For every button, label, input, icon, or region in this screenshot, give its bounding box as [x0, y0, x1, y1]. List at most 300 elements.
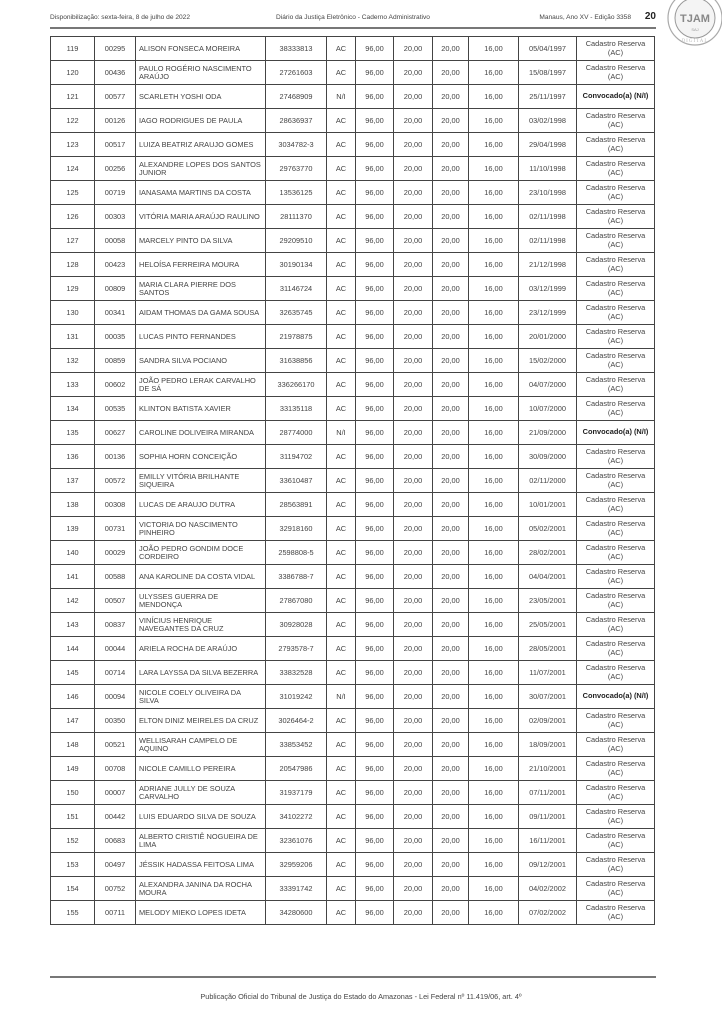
- table-row: [51, 637, 655, 661]
- status-cell: Cadastro Reserva (AC): [577, 517, 655, 541]
- registration-cell: 00521: [95, 733, 136, 757]
- table-row: [51, 709, 655, 733]
- score-1-cell: 20,00: [394, 709, 433, 733]
- total-score-cell: 96,00: [356, 661, 394, 685]
- table-row: [51, 469, 655, 493]
- score-2-cell: 20,00: [433, 61, 469, 85]
- score-2-cell: 20,00: [433, 181, 469, 205]
- position-cell: 145: [51, 661, 95, 685]
- total-score-cell: 96,00: [356, 517, 394, 541]
- name-cell: LARA LAYSSA DA SILVA BEZERRA: [136, 661, 266, 685]
- score-3-cell: 16,00: [469, 589, 519, 613]
- score-3-cell: 16,00: [469, 541, 519, 565]
- score-3-cell: 16,00: [469, 277, 519, 301]
- quota-cell: AC: [327, 37, 356, 61]
- position-cell: 128: [51, 253, 95, 277]
- position-cell: 137: [51, 469, 95, 493]
- status-cell: Cadastro Reserva (AC): [577, 541, 655, 565]
- status-cell: Cadastro Reserva (AC): [577, 229, 655, 253]
- score-3-cell: 16,00: [469, 733, 519, 757]
- score-3-cell: 16,00: [469, 709, 519, 733]
- birth-date-cell: 02/11/2000: [519, 469, 577, 493]
- id-number-cell: 28636937: [266, 109, 327, 133]
- score-3-cell: 16,00: [469, 181, 519, 205]
- position-cell: 136: [51, 445, 95, 469]
- status-cell: Cadastro Reserva (AC): [577, 877, 655, 901]
- score-3-cell: 16,00: [469, 301, 519, 325]
- score-2-cell: 20,00: [433, 901, 469, 925]
- table-row: [51, 517, 655, 541]
- total-score-cell: 96,00: [356, 493, 394, 517]
- svg-text:DIGITAL: DIGITAL: [681, 39, 709, 44]
- name-cell: JÉSSIK HADASSA FEITOSA LIMA: [136, 853, 266, 877]
- score-1-cell: 20,00: [394, 325, 433, 349]
- registration-cell: 00859: [95, 349, 136, 373]
- id-number-cell: 27867080: [266, 589, 327, 613]
- registration-cell: 00136: [95, 445, 136, 469]
- registration-cell: 00577: [95, 85, 136, 109]
- birth-date-cell: 23/10/1998: [519, 181, 577, 205]
- registration-cell: 00044: [95, 637, 136, 661]
- total-score-cell: 96,00: [356, 685, 394, 709]
- score-2-cell: 20,00: [433, 445, 469, 469]
- registration-cell: 00303: [95, 205, 136, 229]
- score-2-cell: 20,00: [433, 277, 469, 301]
- table-row: [51, 613, 655, 637]
- score-2-cell: 20,00: [433, 205, 469, 229]
- score-3-cell: 16,00: [469, 205, 519, 229]
- id-number-cell: 33853452: [266, 733, 327, 757]
- score-2-cell: 20,00: [433, 133, 469, 157]
- total-score-cell: 96,00: [356, 613, 394, 637]
- birth-date-cell: 23/05/2001: [519, 589, 577, 613]
- name-cell: NICOLE CAMILLO PEREIRA: [136, 757, 266, 781]
- score-2-cell: 20,00: [433, 373, 469, 397]
- score-1-cell: 20,00: [394, 805, 433, 829]
- position-cell: 125: [51, 181, 95, 205]
- position-cell: 143: [51, 613, 95, 637]
- status-cell: Cadastro Reserva (AC): [577, 397, 655, 421]
- score-1-cell: 20,00: [394, 829, 433, 853]
- position-cell: 141: [51, 565, 95, 589]
- position-cell: 149: [51, 757, 95, 781]
- quota-cell: AC: [327, 61, 356, 85]
- birth-date-cell: 25/11/1997: [519, 85, 577, 109]
- birth-date-cell: 04/04/2001: [519, 565, 577, 589]
- registration-cell: 00423: [95, 253, 136, 277]
- page-header: [50, 11, 656, 25]
- position-cell: 132: [51, 349, 95, 373]
- status-cell: Cadastro Reserva (AC): [577, 901, 655, 925]
- position-cell: 144: [51, 637, 95, 661]
- score-3-cell: 16,00: [469, 901, 519, 925]
- quota-cell: AC: [327, 757, 356, 781]
- quota-cell: AC: [327, 781, 356, 805]
- quota-cell: AC: [327, 493, 356, 517]
- score-3-cell: 16,00: [469, 829, 519, 853]
- id-number-cell: 33135118: [266, 397, 327, 421]
- score-2-cell: 20,00: [433, 781, 469, 805]
- status-cell: Cadastro Reserva (AC): [577, 565, 655, 589]
- score-2-cell: 20,00: [433, 661, 469, 685]
- status-cell: Convocado(a) (N/I): [577, 421, 655, 445]
- quota-cell: AC: [327, 181, 356, 205]
- score-3-cell: 16,00: [469, 661, 519, 685]
- name-cell: JOÃO PEDRO GONDIM DOCE CORDEIRO: [136, 541, 266, 565]
- name-cell: HELOÍSA FERREIRA MOURA: [136, 253, 266, 277]
- name-cell: LUCAS DE ARAUJO DUTRA: [136, 493, 266, 517]
- name-cell: AIDAM THOMAS DA GAMA SOUSA: [136, 301, 266, 325]
- registration-cell: 00497: [95, 853, 136, 877]
- name-cell: WELLISARAH CAMPELO DE AQUINO: [136, 733, 266, 757]
- total-score-cell: 96,00: [356, 901, 394, 925]
- total-score-cell: 96,00: [356, 397, 394, 421]
- status-cell: Cadastro Reserva (AC): [577, 637, 655, 661]
- name-cell: ALEXANDRE LOPES DOS SANTOS JUNIOR: [136, 157, 266, 181]
- status-cell: Cadastro Reserva (AC): [577, 277, 655, 301]
- score-2-cell: 20,00: [433, 685, 469, 709]
- total-score-cell: 96,00: [356, 37, 394, 61]
- id-number-cell: 28563891: [266, 493, 327, 517]
- status-cell: Cadastro Reserva (AC): [577, 181, 655, 205]
- score-1-cell: 20,00: [394, 301, 433, 325]
- table-row: [51, 877, 655, 901]
- id-number-cell: 32959206: [266, 853, 327, 877]
- registration-cell: 00719: [95, 181, 136, 205]
- score-3-cell: 16,00: [469, 613, 519, 637]
- birth-date-cell: 03/02/1998: [519, 109, 577, 133]
- status-cell: Cadastro Reserva (AC): [577, 157, 655, 181]
- total-score-cell: 96,00: [356, 229, 394, 253]
- name-cell: IAGO RODRIGUES DE PAULA: [136, 109, 266, 133]
- quota-cell: AC: [327, 109, 356, 133]
- score-2-cell: 20,00: [433, 709, 469, 733]
- name-cell: ELTON DINIZ MEIRELES DA CRUZ: [136, 709, 266, 733]
- total-score-cell: 96,00: [356, 421, 394, 445]
- tjam-seal-logo: [665, 0, 722, 46]
- name-cell: MELODY MIEKO LOPES IDETA: [136, 901, 266, 925]
- status-cell: Convocado(a) (N/I): [577, 685, 655, 709]
- birth-date-cell: 05/02/2001: [519, 517, 577, 541]
- name-cell: VICTORIA DO NASCIMENTO PINHEIRO: [136, 517, 266, 541]
- page-number: 20: [644, 11, 656, 22]
- id-number-cell: 2598808-5: [266, 541, 327, 565]
- total-score-cell: 96,00: [356, 853, 394, 877]
- registration-cell: 00535: [95, 397, 136, 421]
- name-cell: SCARLETH YOSHI ODA: [136, 85, 266, 109]
- table-row: [51, 205, 655, 229]
- score-2-cell: 20,00: [433, 469, 469, 493]
- score-3-cell: 16,00: [469, 493, 519, 517]
- table-row: [51, 781, 655, 805]
- position-cell: 142: [51, 589, 95, 613]
- svg-text:TJAM: TJAM: [680, 13, 710, 25]
- table-row: [51, 445, 655, 469]
- score-2-cell: 20,00: [433, 493, 469, 517]
- birth-date-cell: 04/07/2000: [519, 373, 577, 397]
- status-cell: Cadastro Reserva (AC): [577, 733, 655, 757]
- registration-cell: 00627: [95, 421, 136, 445]
- name-cell: ARIELA ROCHA DE ARAÚJO: [136, 637, 266, 661]
- score-2-cell: 20,00: [433, 589, 469, 613]
- position-cell: 127: [51, 229, 95, 253]
- id-number-cell: 34280600: [266, 901, 327, 925]
- birth-date-cell: 11/07/2001: [519, 661, 577, 685]
- table-row: [51, 85, 655, 109]
- quota-cell: AC: [327, 613, 356, 637]
- score-3-cell: 16,00: [469, 781, 519, 805]
- registration-cell: 00308: [95, 493, 136, 517]
- position-cell: 154: [51, 877, 95, 901]
- registration-cell: 00517: [95, 133, 136, 157]
- registration-cell: 00126: [95, 109, 136, 133]
- score-1-cell: 20,00: [394, 877, 433, 901]
- score-1-cell: 20,00: [394, 61, 433, 85]
- score-1-cell: 20,00: [394, 637, 433, 661]
- birth-date-cell: 07/02/2002: [519, 901, 577, 925]
- registration-cell: 00588: [95, 565, 136, 589]
- score-1-cell: 20,00: [394, 541, 433, 565]
- status-cell: Cadastro Reserva (AC): [577, 661, 655, 685]
- quota-cell: AC: [327, 517, 356, 541]
- score-3-cell: 16,00: [469, 877, 519, 901]
- table-row: [51, 37, 655, 61]
- registration-cell: 00809: [95, 277, 136, 301]
- score-2-cell: 20,00: [433, 829, 469, 853]
- table-row: [51, 61, 655, 85]
- position-cell: 148: [51, 733, 95, 757]
- score-2-cell: 20,00: [433, 157, 469, 181]
- score-2-cell: 20,00: [433, 877, 469, 901]
- total-score-cell: 96,00: [356, 349, 394, 373]
- quota-cell: AC: [327, 709, 356, 733]
- score-3-cell: 16,00: [469, 229, 519, 253]
- total-score-cell: 96,00: [356, 325, 394, 349]
- name-cell: PAULO ROGÉRIO NASCIMENTO ARAÚJO: [136, 61, 266, 85]
- score-2-cell: 20,00: [433, 853, 469, 877]
- id-number-cell: 30928028: [266, 613, 327, 637]
- score-1-cell: 20,00: [394, 109, 433, 133]
- quota-cell: AC: [327, 829, 356, 853]
- registration-cell: 00007: [95, 781, 136, 805]
- id-number-cell: 33391742: [266, 877, 327, 901]
- quota-cell: AC: [327, 733, 356, 757]
- total-score-cell: 96,00: [356, 469, 394, 493]
- table-row: [51, 589, 655, 613]
- registration-cell: 00029: [95, 541, 136, 565]
- quota-cell: AC: [327, 229, 356, 253]
- position-cell: 155: [51, 901, 95, 925]
- header-divider: [50, 27, 656, 29]
- quota-cell: AC: [327, 637, 356, 661]
- position-cell: 147: [51, 709, 95, 733]
- registration-cell: 00752: [95, 877, 136, 901]
- status-cell: Cadastro Reserva (AC): [577, 61, 655, 85]
- score-3-cell: 16,00: [469, 85, 519, 109]
- total-score-cell: 96,00: [356, 301, 394, 325]
- id-number-cell: 31937179: [266, 781, 327, 805]
- birth-date-cell: 07/11/2001: [519, 781, 577, 805]
- birth-date-cell: 15/08/1997: [519, 61, 577, 85]
- score-1-cell: 20,00: [394, 493, 433, 517]
- table-row: [51, 277, 655, 301]
- total-score-cell: 96,00: [356, 637, 394, 661]
- score-3-cell: 16,00: [469, 757, 519, 781]
- quota-cell: AC: [327, 397, 356, 421]
- score-2-cell: 20,00: [433, 85, 469, 109]
- score-1-cell: 20,00: [394, 661, 433, 685]
- id-number-cell: 29763770: [266, 157, 327, 181]
- status-cell: Cadastro Reserva (AC): [577, 37, 655, 61]
- score-3-cell: 16,00: [469, 805, 519, 829]
- name-cell: MARCELY PINTO DA SILVA: [136, 229, 266, 253]
- score-1-cell: 20,00: [394, 133, 433, 157]
- birth-date-cell: 21/12/1998: [519, 253, 577, 277]
- quota-cell: AC: [327, 445, 356, 469]
- score-1-cell: 20,00: [394, 85, 433, 109]
- total-score-cell: 96,00: [356, 757, 394, 781]
- position-cell: 119: [51, 37, 95, 61]
- score-1-cell: 20,00: [394, 277, 433, 301]
- availability-date: Disponibilização: sexta-feira, 8 de julho de 2022: [50, 14, 191, 21]
- status-cell: Cadastro Reserva (AC): [577, 589, 655, 613]
- position-cell: 153: [51, 853, 95, 877]
- table-row: [51, 661, 655, 685]
- birth-date-cell: 30/09/2000: [519, 445, 577, 469]
- id-number-cell: 3034782-3: [266, 133, 327, 157]
- score-2-cell: 20,00: [433, 349, 469, 373]
- status-cell: Cadastro Reserva (AC): [577, 205, 655, 229]
- score-2-cell: 20,00: [433, 613, 469, 637]
- score-1-cell: 20,00: [394, 589, 433, 613]
- name-cell: LUIZA BEATRIZ ARAUJO GOMES: [136, 133, 266, 157]
- id-number-cell: 2793578-7: [266, 637, 327, 661]
- birth-date-cell: 28/05/2001: [519, 637, 577, 661]
- id-number-cell: 27261603: [266, 61, 327, 85]
- position-cell: 152: [51, 829, 95, 853]
- score-3-cell: 16,00: [469, 109, 519, 133]
- name-cell: JOÃO PEDRO LERAK CARVALHO DE SÁ: [136, 373, 266, 397]
- position-cell: 121: [51, 85, 95, 109]
- quota-cell: AC: [327, 901, 356, 925]
- id-number-cell: 27468909: [266, 85, 327, 109]
- journal-title: Diário da Justiça Eletrônico - Caderno Administrativo: [276, 14, 430, 21]
- id-number-cell: 13536125: [266, 181, 327, 205]
- status-cell: Cadastro Reserva (AC): [577, 493, 655, 517]
- table-row: [51, 421, 655, 445]
- score-1-cell: 20,00: [394, 781, 433, 805]
- birth-date-cell: 28/02/2001: [519, 541, 577, 565]
- total-score-cell: 96,00: [356, 205, 394, 229]
- id-number-cell: 38333813: [266, 37, 327, 61]
- score-1-cell: 20,00: [394, 229, 433, 253]
- position-cell: 133: [51, 373, 95, 397]
- id-number-cell: 29209510: [266, 229, 327, 253]
- score-2-cell: 20,00: [433, 325, 469, 349]
- quota-cell: AC: [327, 205, 356, 229]
- table-row: [51, 133, 655, 157]
- registration-cell: 00295: [95, 37, 136, 61]
- position-cell: 134: [51, 397, 95, 421]
- score-2-cell: 20,00: [433, 637, 469, 661]
- position-cell: 150: [51, 781, 95, 805]
- total-score-cell: 96,00: [356, 781, 394, 805]
- total-score-cell: 96,00: [356, 445, 394, 469]
- total-score-cell: 96,00: [356, 877, 394, 901]
- status-cell: Cadastro Reserva (AC): [577, 709, 655, 733]
- score-2-cell: 20,00: [433, 517, 469, 541]
- total-score-cell: 96,00: [356, 589, 394, 613]
- position-cell: 146: [51, 685, 95, 709]
- score-1-cell: 20,00: [394, 421, 433, 445]
- score-3-cell: 16,00: [469, 349, 519, 373]
- quota-cell: AC: [327, 253, 356, 277]
- score-2-cell: 20,00: [433, 733, 469, 757]
- id-number-cell: 31146724: [266, 277, 327, 301]
- table-row: [51, 301, 655, 325]
- registration-cell: 00035: [95, 325, 136, 349]
- birth-date-cell: 23/12/1999: [519, 301, 577, 325]
- id-number-cell: 28774000: [266, 421, 327, 445]
- name-cell: LUCAS PINTO FERNANDES: [136, 325, 266, 349]
- position-cell: 139: [51, 517, 95, 541]
- registration-cell: 00442: [95, 805, 136, 829]
- registration-cell: 00837: [95, 613, 136, 637]
- score-2-cell: 20,00: [433, 541, 469, 565]
- total-score-cell: 96,00: [356, 709, 394, 733]
- score-3-cell: 16,00: [469, 133, 519, 157]
- registration-cell: 00572: [95, 469, 136, 493]
- score-3-cell: 16,00: [469, 37, 519, 61]
- score-1-cell: 20,00: [394, 469, 433, 493]
- birth-date-cell: 15/02/2000: [519, 349, 577, 373]
- name-cell: MARIA CLARA PIERRE DOS SANTOS: [136, 277, 266, 301]
- status-cell: Cadastro Reserva (AC): [577, 757, 655, 781]
- score-2-cell: 20,00: [433, 37, 469, 61]
- total-score-cell: 96,00: [356, 157, 394, 181]
- status-cell: Cadastro Reserva (AC): [577, 325, 655, 349]
- name-cell: ALISON FONSECA MOREIRA: [136, 37, 266, 61]
- name-cell: ANA KAROLINE DA COSTA VIDAL: [136, 565, 266, 589]
- score-3-cell: 16,00: [469, 325, 519, 349]
- registration-cell: 00058: [95, 229, 136, 253]
- score-2-cell: 20,00: [433, 229, 469, 253]
- edition-info: Manaus, Ano XV - Edição 3358: [539, 14, 631, 21]
- name-cell: SOPHIA HORN CONCEIÇÃO: [136, 445, 266, 469]
- footer-divider: [50, 976, 656, 978]
- name-cell: SANDRA SILVA POCIANO: [136, 349, 266, 373]
- birth-date-cell: 10/07/2000: [519, 397, 577, 421]
- score-2-cell: 20,00: [433, 805, 469, 829]
- table-row: [51, 373, 655, 397]
- status-cell: Cadastro Reserva (AC): [577, 469, 655, 493]
- total-score-cell: 96,00: [356, 733, 394, 757]
- name-cell: KLINTON BATISTA XAVIER: [136, 397, 266, 421]
- quota-cell: AC: [327, 853, 356, 877]
- position-cell: 135: [51, 421, 95, 445]
- status-cell: Cadastro Reserva (AC): [577, 349, 655, 373]
- name-cell: VINÍCIUS HENRIQUE NAVEGANTES DA CRUZ: [136, 613, 266, 637]
- total-score-cell: 96,00: [356, 253, 394, 277]
- registration-cell: 00602: [95, 373, 136, 397]
- birth-date-cell: 25/05/2001: [519, 613, 577, 637]
- status-cell: Cadastro Reserva (AC): [577, 853, 655, 877]
- status-cell: Cadastro Reserva (AC): [577, 445, 655, 469]
- id-number-cell: 33832528: [266, 661, 327, 685]
- quota-cell: AC: [327, 661, 356, 685]
- total-score-cell: 96,00: [356, 133, 394, 157]
- id-number-cell: 31019242: [266, 685, 327, 709]
